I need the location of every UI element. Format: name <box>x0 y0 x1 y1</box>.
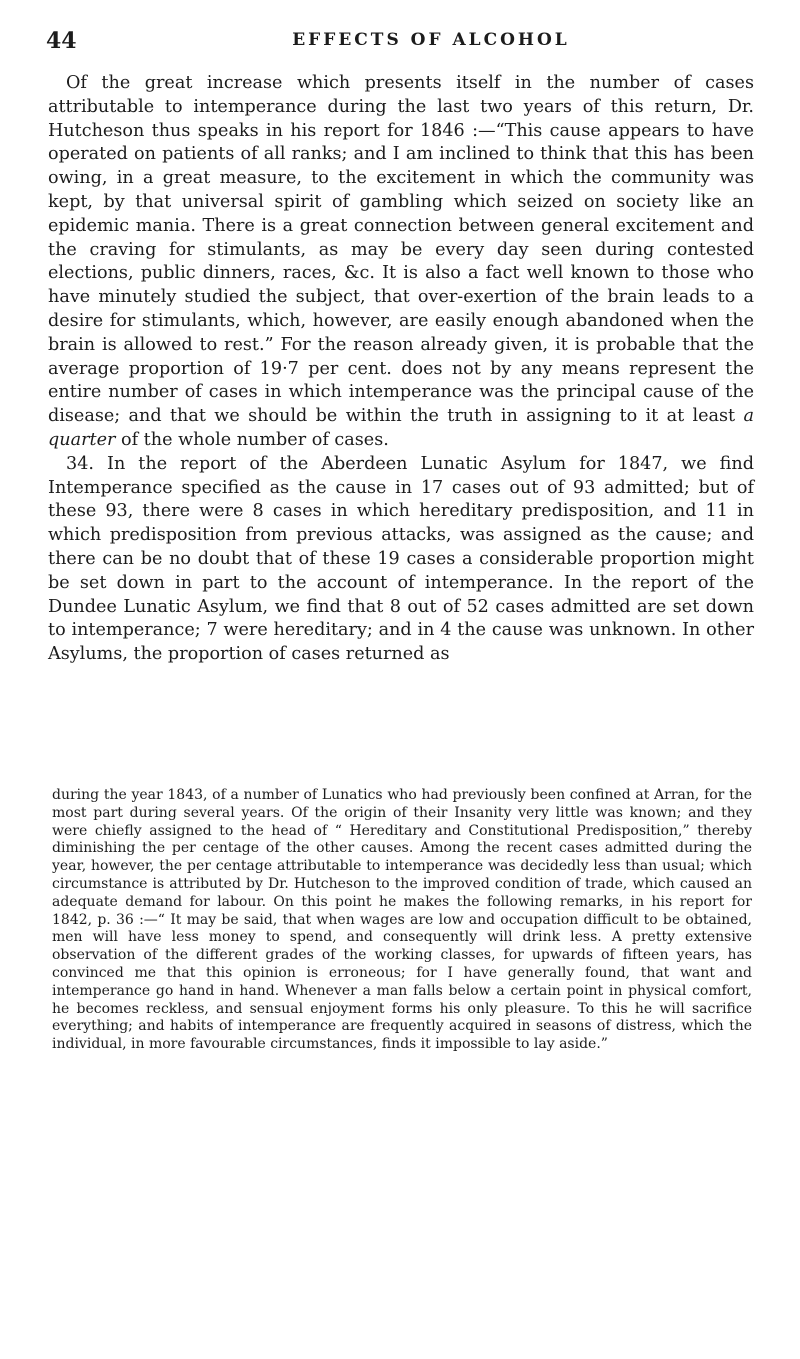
running-title: EFFECTS OF ALCOHOL <box>292 30 570 50</box>
paragraph-2: 34. In the report of the Aberdeen Lunatic Asylum for 1847, we find Intemperance specified as the cause in 17 cases out of 93 admitted; but of these 93, there were 8 cases in which hereditary predisposition, and 11 in which predisposition from previous attacks, was assigned as the cause; and there can be no doubt that of these 19 cases a considerable proportion might be set down in part to the account of intemperance. In the report of the Dundee Lunatic Asylum, we find that 8 out of 52 cases admitted are set down to intemperance; 7 were hereditary; and in 4 the cause was unknown. In other Asylums, the proportion of cases returned as <box>48 453 754 665</box>
page-header <box>46 28 746 58</box>
paragraph-1-part-b: of the whole number of cases. <box>115 429 389 450</box>
paragraph-1-part-a: Of the great increase which presents itself in the number of cases attributable to intemperance during the last two years of this return, Dr. Hutcheson thus speaks in his report for 1846 :—“This cause appears to have operated on patients of all ranks; and I am inclined to think that this has been owing, in a great measure, to the excitement in which the community was kept, by that universal spirit of gambling which seized on society like an epidemic mania. There is a great connection between general excitement and the craving for stimulants, as may be every day seen during contested elections, public dinners, races, &c. It is also a fact well known to those who have minutely studied the subject, that over-exertion of the brain leads to a desire for stimulants, which, however, are easily enough abandoned when the brain is allowed to rest.” For the reason already given, it is probable that the average proportion of 19·7 per cent. does not by any means represent the entire number of cases in which intemperance was the principal cause of the disease; and that we should be within the truth in assigning to it at least <box>48 73 754 427</box>
page-number: 44 <box>46 28 77 54</box>
italic-phrase: a quarter <box>48 406 754 450</box>
main-text <box>48 72 754 667</box>
paragraph-1 <box>48 72 754 453</box>
footnote-text: during the year 1843, of a number of Lunatics who had previously been confined at Arran, for the most part during several years. Of the origin of their Insanity very little was known; and they were chiefly assigned to the head of “ Hereditary and Constitutional Predisposition,” thereby diminishing the per centage of the other causes. Among the recent cases admitted during the year, however, the per centage attributable to intemperance was decidedly less than usual; which circumstance is attributed by Dr. Hutcheson to the improved condition of trade, which caused an adequate demand for labour. On this point he makes the following remarks, in his report for 1842, p. 36 :—“ It may be said, that when wages are low and occupation difficult to be obtained, men will have less money to spend, and consequently will drink less. A pretty extensive observation of the different grades of the working classes, for upwards of fifteen years, has convinced me that this opinion is erroneous; for I have generally found, that want and intemperance go hand in hand. Whenever a man falls below a certain point in physical comfort, he becomes reckless, and sensual enjoyment forms his only pleasure. To this he will sacrifice everything; and habits of intemperance are frequently acquired in seasons of distress, which the individual, in more favourable circumstances, finds it impossible to lay aside.” <box>52 787 752 1053</box>
footnote <box>52 787 752 1054</box>
